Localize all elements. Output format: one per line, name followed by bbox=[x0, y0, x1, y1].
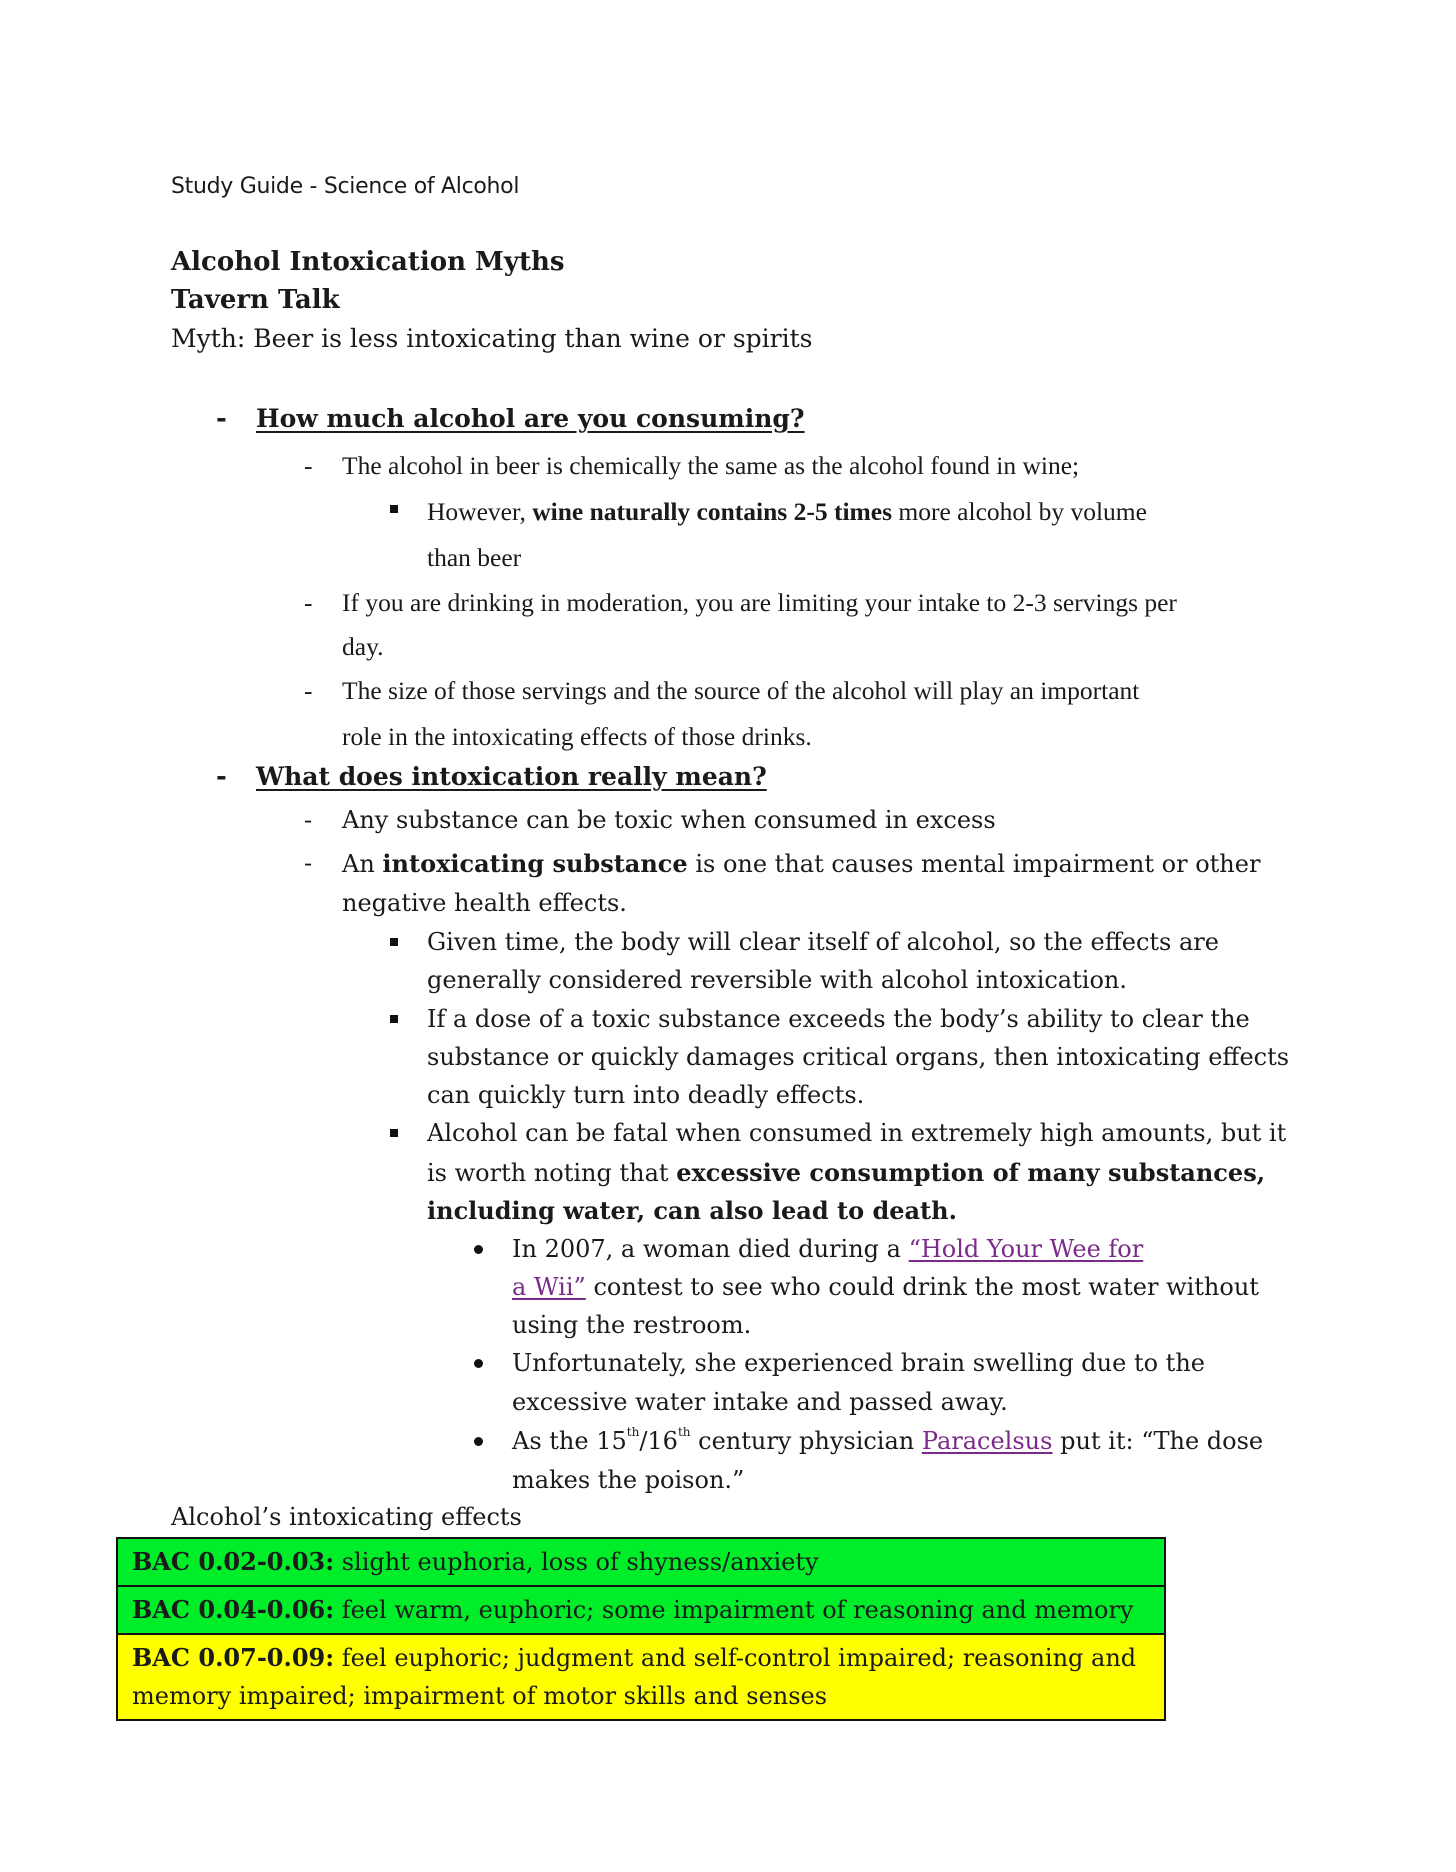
paracelsus-link[interactable]: Paracelsus bbox=[921, 1427, 1053, 1455]
list-item: Alcohol can be fatal when consumed in extremely high amounts, but it bbox=[427, 1119, 1287, 1147]
list-item-continuation: excessive water intake and passed away. bbox=[512, 1388, 1008, 1416]
bullet-dash: - bbox=[216, 404, 227, 434]
list-item: Unfortunately, she experienced brain swelling due to the bbox=[512, 1349, 1205, 1377]
effects-caption: Alcohol’s intoxicating effects bbox=[171, 1503, 522, 1531]
table-cell: BAC 0.07-0.09: feel euphoric; judgment and self-control impaired; reasoning and memory impaired; impairment of motor skills and senses bbox=[117, 1634, 1165, 1720]
list-item: In 2007, a woman died during a “Hold Your Wee for bbox=[512, 1235, 1144, 1263]
list-item-continuation: negative health effects. bbox=[342, 889, 627, 917]
bullet-dash: - bbox=[304, 849, 313, 877]
bullet-dash: - bbox=[304, 806, 313, 834]
list-item-continuation: generally considered reversible with alcohol intoxication. bbox=[427, 966, 1127, 994]
table-cell: BAC 0.04-0.06: feel warm, euphoric; some impairment of reasoning and memory bbox=[117, 1586, 1165, 1634]
list-item-continuation: makes the poison.” bbox=[512, 1466, 745, 1494]
bac-effects-table bbox=[116, 1537, 1166, 1721]
list-item: Any substance can be toxic when consumed in excess bbox=[342, 806, 996, 834]
round-bullet bbox=[474, 1245, 483, 1254]
list-item: An intoxicating substance is one that causes mental impairment or other bbox=[342, 849, 1261, 878]
list-item-continuation: can quickly turn into deadly effects. bbox=[427, 1081, 865, 1109]
list-item: Given time, the body will clear itself of alcohol, so the effects are bbox=[427, 928, 1219, 956]
table-row bbox=[117, 1586, 1165, 1634]
list-item: The alcohol in beer is chemically the same as the alcohol found in wine; bbox=[342, 451, 1080, 480]
list-item: However, wine naturally contains 2-5 times more alcohol by volume bbox=[427, 497, 1147, 526]
list-item: If a dose of a toxic substance exceeds the body’s ability to clear the bbox=[427, 1005, 1250, 1033]
bullet-dash: - bbox=[304, 451, 313, 480]
table-cell: BAC 0.02-0.03: slight euphoria, loss of shyness/anxiety bbox=[117, 1538, 1165, 1586]
list-item: The size of those servings and the source of the alcohol will play an important bbox=[342, 676, 1140, 705]
list-item: As the 15th/16th century physician Paracelsus put it: “The dose bbox=[512, 1425, 1264, 1455]
list-item-continuation: substance or quickly damages critical organs, then intoxicating effects bbox=[427, 1043, 1290, 1071]
list-item-continuation: a Wii” contest to see who could drink the most water without bbox=[512, 1273, 1259, 1301]
hold-your-wee-link[interactable]: “Hold Your Wee for bbox=[908, 1235, 1144, 1263]
bullet-dash: - bbox=[216, 762, 227, 792]
list-item-continuation: including water, can also lead to death. bbox=[427, 1196, 957, 1225]
hold-your-wee-link-continued[interactable]: a Wii” bbox=[512, 1273, 586, 1301]
list-item-continuation: role in the intoxicating effects of those drinks. bbox=[342, 722, 812, 751]
square-bullet bbox=[390, 938, 398, 946]
list-item: If you are drinking in moderation, you are limiting your intake to 2-3 servings per bbox=[342, 588, 1177, 617]
myth-statement: Myth: Beer is less intoxicating than wine or spirits bbox=[171, 324, 813, 353]
table-row bbox=[117, 1634, 1165, 1720]
square-bullet bbox=[390, 1015, 398, 1023]
section-heading-consumption: How much alcohol are you consuming? bbox=[256, 404, 805, 433]
list-item-continuation: day. bbox=[342, 632, 384, 661]
list-item-continuation: is worth noting that excessive consumption of many substances, bbox=[427, 1158, 1266, 1187]
square-bullet bbox=[390, 1129, 398, 1137]
list-item-continuation: than beer bbox=[427, 543, 522, 572]
list-item-continuation: using the restroom. bbox=[512, 1311, 752, 1339]
bullet-dash: - bbox=[304, 676, 313, 705]
bullet-dash: - bbox=[304, 588, 313, 617]
table-row bbox=[117, 1538, 1165, 1586]
document-header: Study Guide - Science of Alcohol bbox=[171, 174, 520, 199]
document-title: Alcohol Intoxication Myths bbox=[171, 247, 565, 277]
document-subtitle: Tavern Talk bbox=[171, 285, 340, 315]
section-heading-intoxication: What does intoxication really mean? bbox=[256, 762, 767, 791]
round-bullet bbox=[474, 1359, 483, 1368]
round-bullet bbox=[474, 1437, 483, 1446]
square-bullet bbox=[390, 505, 398, 513]
